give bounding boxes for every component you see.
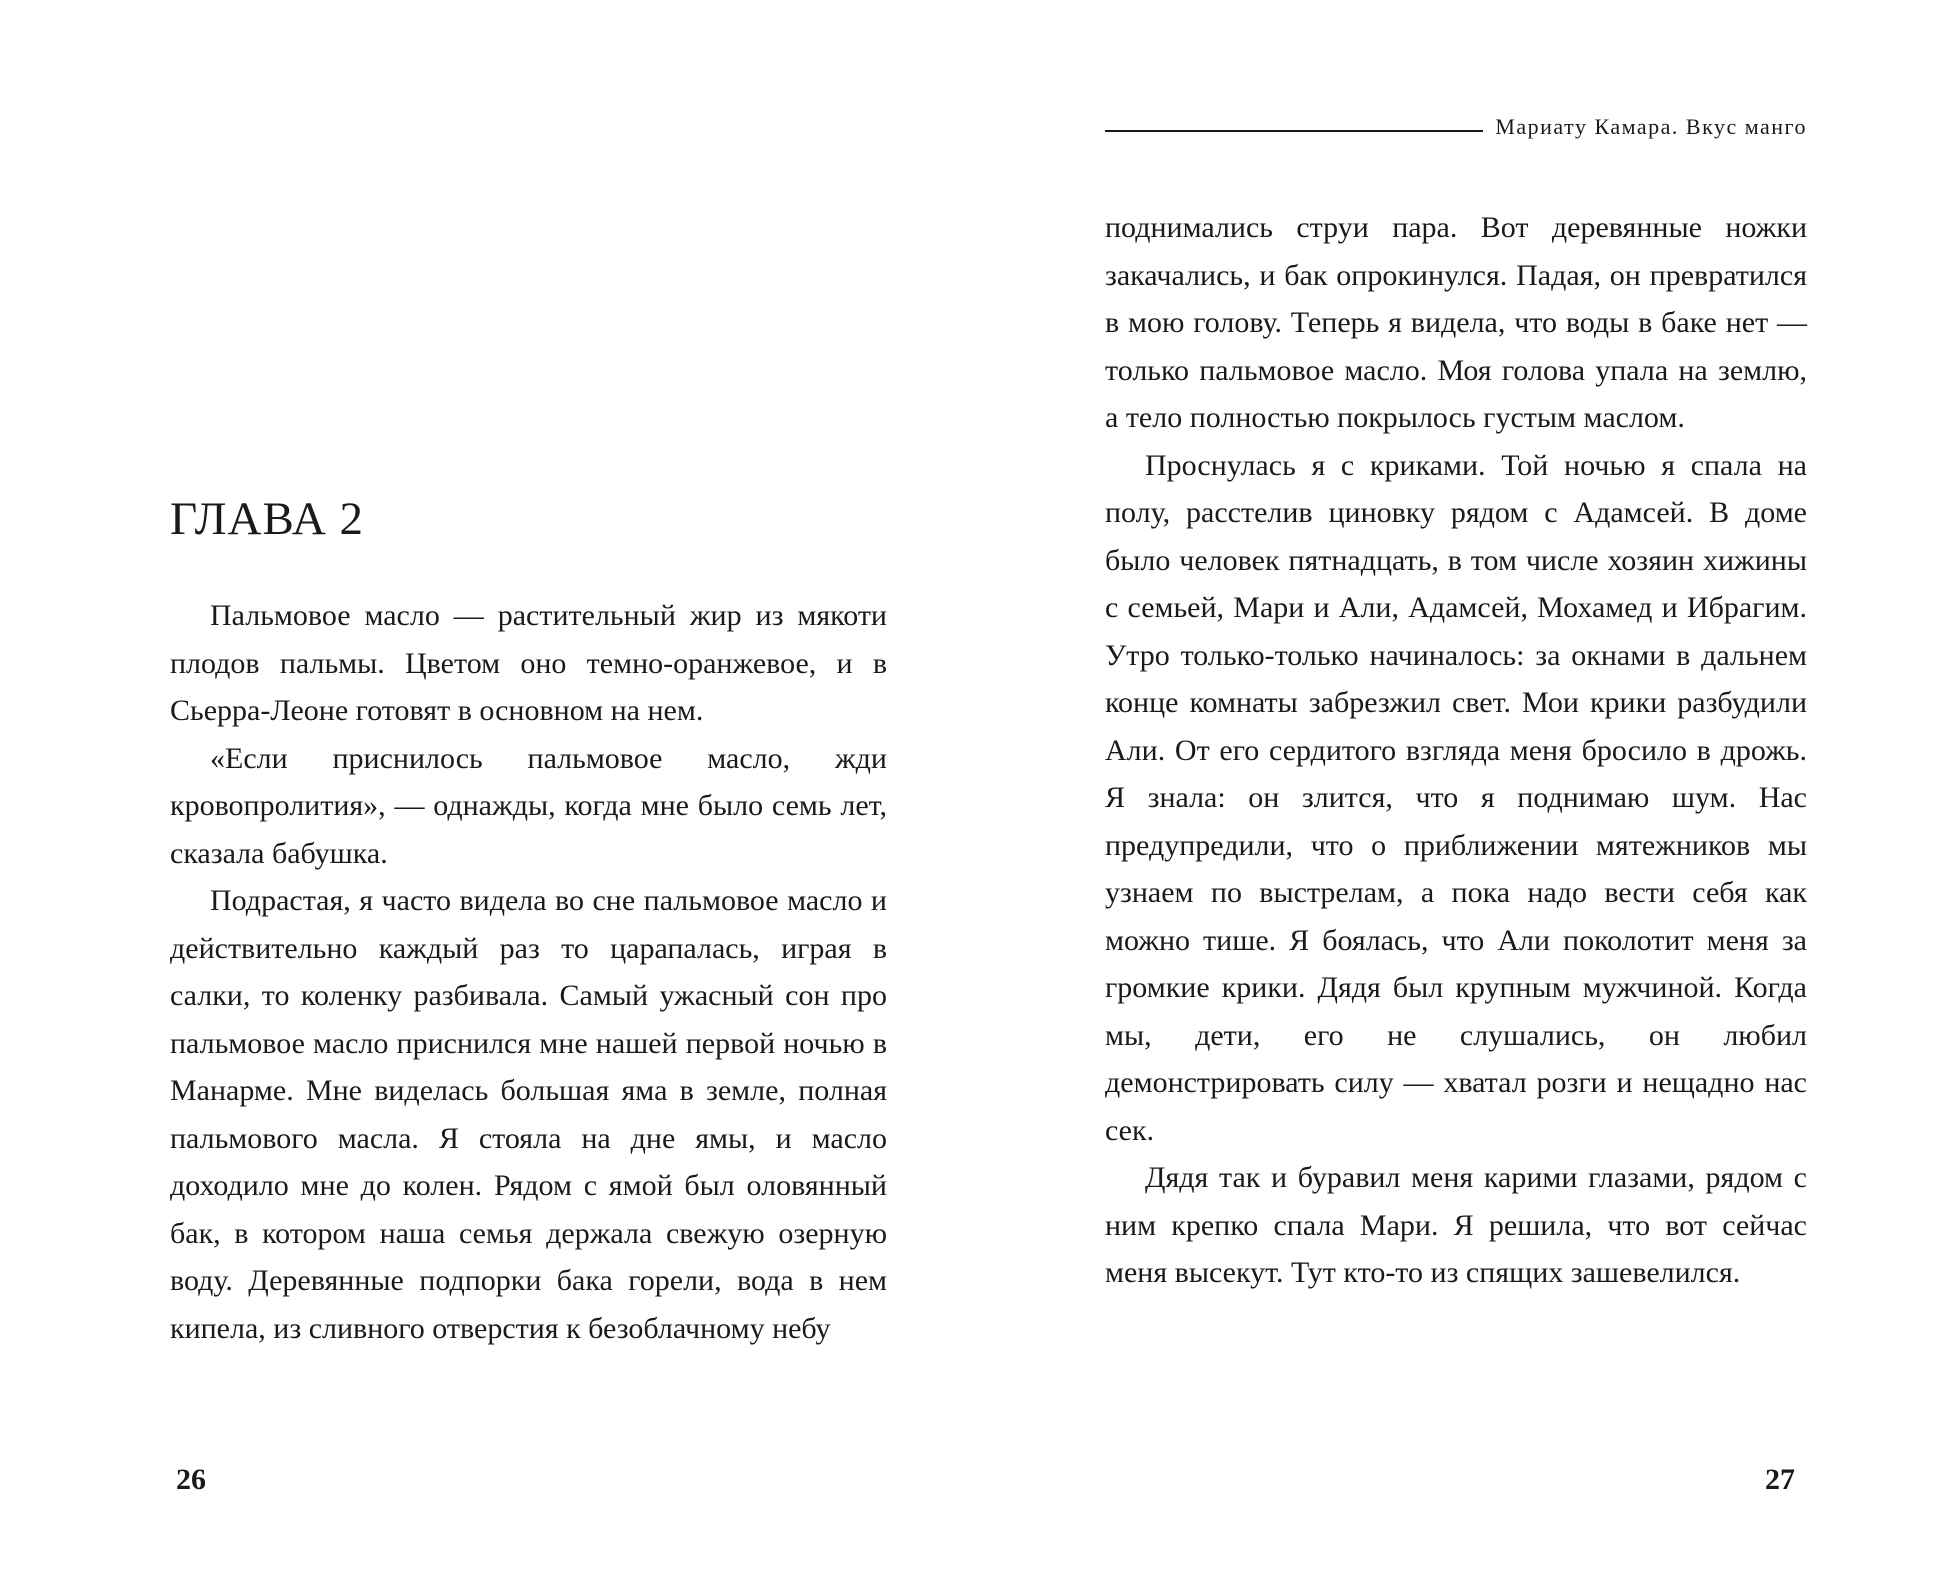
paragraph: Подрастая, я часто видела во сне пальмовое масло и действительно каждый раз то царапалась, играя в салки, то коленку разбивала. Самый ужасный сон про пальмовое масло приснился мне нашей первой ночью в Манарме. Мне виделась большая яма в земле, полная пальмового масла. Я стояла на дне ямы, и масло доходило мне до колен. Рядом с ямой был оловянный бак, в котором наша семья держала свежую озерную воду. Деревянные подпорки бака горели, вода в нем кипела, из сливного отверстия к безоблачному небу bbox=[170, 884, 887, 1345]
chapter-title: ГЛАВА 2 bbox=[170, 493, 365, 545]
running-head-title: Мариату Камара. Вкус манго bbox=[1495, 114, 1807, 139]
left-page-body bbox=[170, 592, 887, 1352]
right-page-body bbox=[1105, 204, 1807, 1297]
paragraph: Проснулась я с криками. Той ночью я спала на полу, расстелив циновку рядом с Адамсей. В доме было человек пятнадцать, в том числе хозяин хижины с семьей, Мари и Али, Адамсей, Мохамед и Ибрагим. Утро только-только начиналось: за окнами в дальнем конце комнаты забрезжил свет. Мои крики разбудили Али. От его сердитого взгляда меня бросило в дрожь. Я знала: он злится, что я поднимаю шум. Нас предупредили, что о приближении мятежников мы узнаем по выстрелам, а пока надо вести себя как можно тише. Я боялась, что Али поколотит меня за громкие крики. Дядя был крупным мужчиной. Когда мы, дети, его не слушались, он любил демонстрировать силу — хватал розги и нещадно нас сек. bbox=[1105, 448, 1807, 1147]
right-page bbox=[975, 0, 1950, 1576]
page-number-right: 27 bbox=[1765, 1463, 1795, 1496]
page-number-left: 26 bbox=[176, 1463, 206, 1496]
paragraph: Дядя так и буравил меня карими глазами, рядом с ним крепко спала Мари. Я решила, что вот сейчас меня высекут. Тут кто-то из спящих зашевелился. bbox=[1105, 1161, 1807, 1289]
paragraph-continuation: поднимались струи пара. Вот деревянные ножки закачались, и бак опрокинулся. Падая, он превратился в мою голову. Теперь я видела, что воды в баке нет — только пальмовое масло. Моя голова упала на землю, а тело полностью покрылось густым маслом. bbox=[1105, 211, 1807, 434]
paragraph: «Если приснилось пальмовое масло, жди кровопролития», — однажды, когда мне было семь лет, сказала бабушка. bbox=[170, 741, 887, 870]
paragraph: Пальмовое масло — растительный жир из мякоти плодов пальмы. Цветом оно темно-оранжевое, и в Сьерра-Леоне готовят в основном на нем. bbox=[170, 599, 887, 727]
running-head-rule bbox=[1105, 130, 1483, 132]
running-head bbox=[1105, 114, 1807, 140]
